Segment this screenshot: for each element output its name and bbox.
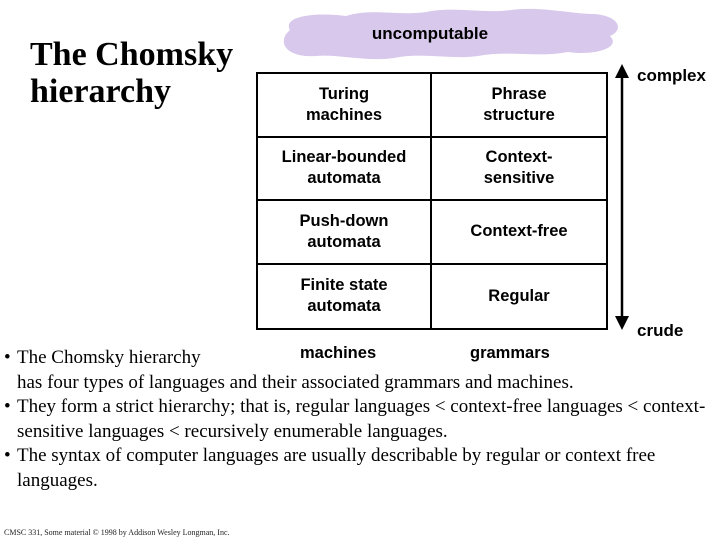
- grammar-cell-phrase-structure: Phrase structure: [432, 74, 606, 138]
- bullet-lead-text: The Chomsky hierarchy: [17, 347, 201, 368]
- bullet-list: [4, 346, 716, 493]
- machine-cell-turing: Turing machines: [258, 74, 432, 138]
- bullet-marker: •: [4, 347, 11, 368]
- uncomputable-label: uncomputable: [371, 24, 489, 43]
- arrowhead-down-icon: [615, 316, 629, 330]
- bullet-item: [4, 444, 716, 493]
- bullet-item: [4, 346, 716, 395]
- grammars-column-label: grammars: [470, 344, 550, 362]
- machine-cell-push-down: Push-down automata: [258, 201, 432, 265]
- grammar-cell-context-sensitive: Context- sensitive: [432, 138, 606, 202]
- bullet-marker: •: [4, 396, 11, 417]
- bullet-item: [4, 395, 716, 444]
- machine-cell-linear-bounded: Linear-bounded automata: [258, 138, 432, 202]
- grammar-cell-context-free: Context-free: [432, 201, 606, 265]
- bullet-text: has four types of languages and their associated grammars and machines.: [17, 371, 574, 393]
- bullet-text: They form a strict hierarchy; that is, regular languages < context-free languages < context-sensitive languages < recursively enumerable languages.: [17, 396, 706, 442]
- copyright-footer: CMSC 331, Some material © 1998 by Addison Wesley Longman, Inc.: [4, 528, 230, 537]
- hierarchy-table: [256, 72, 608, 330]
- arrowhead-up-icon: [615, 64, 629, 78]
- grammar-cell-regular: Regular: [488, 286, 550, 305]
- crude-label: crude: [637, 321, 684, 340]
- complex-label: complex: [637, 66, 706, 85]
- slide-title: The Chomsky hierarchy: [30, 36, 234, 110]
- machines-column-label: machines: [300, 344, 377, 362]
- machine-cell-finite-state: Finite state automata: [258, 265, 432, 329]
- bullet-marker: •: [4, 445, 11, 466]
- complexity-arrow: [612, 64, 632, 330]
- bullet-text: The syntax of computer languages are usually describable by regular or context free languages.: [17, 445, 656, 491]
